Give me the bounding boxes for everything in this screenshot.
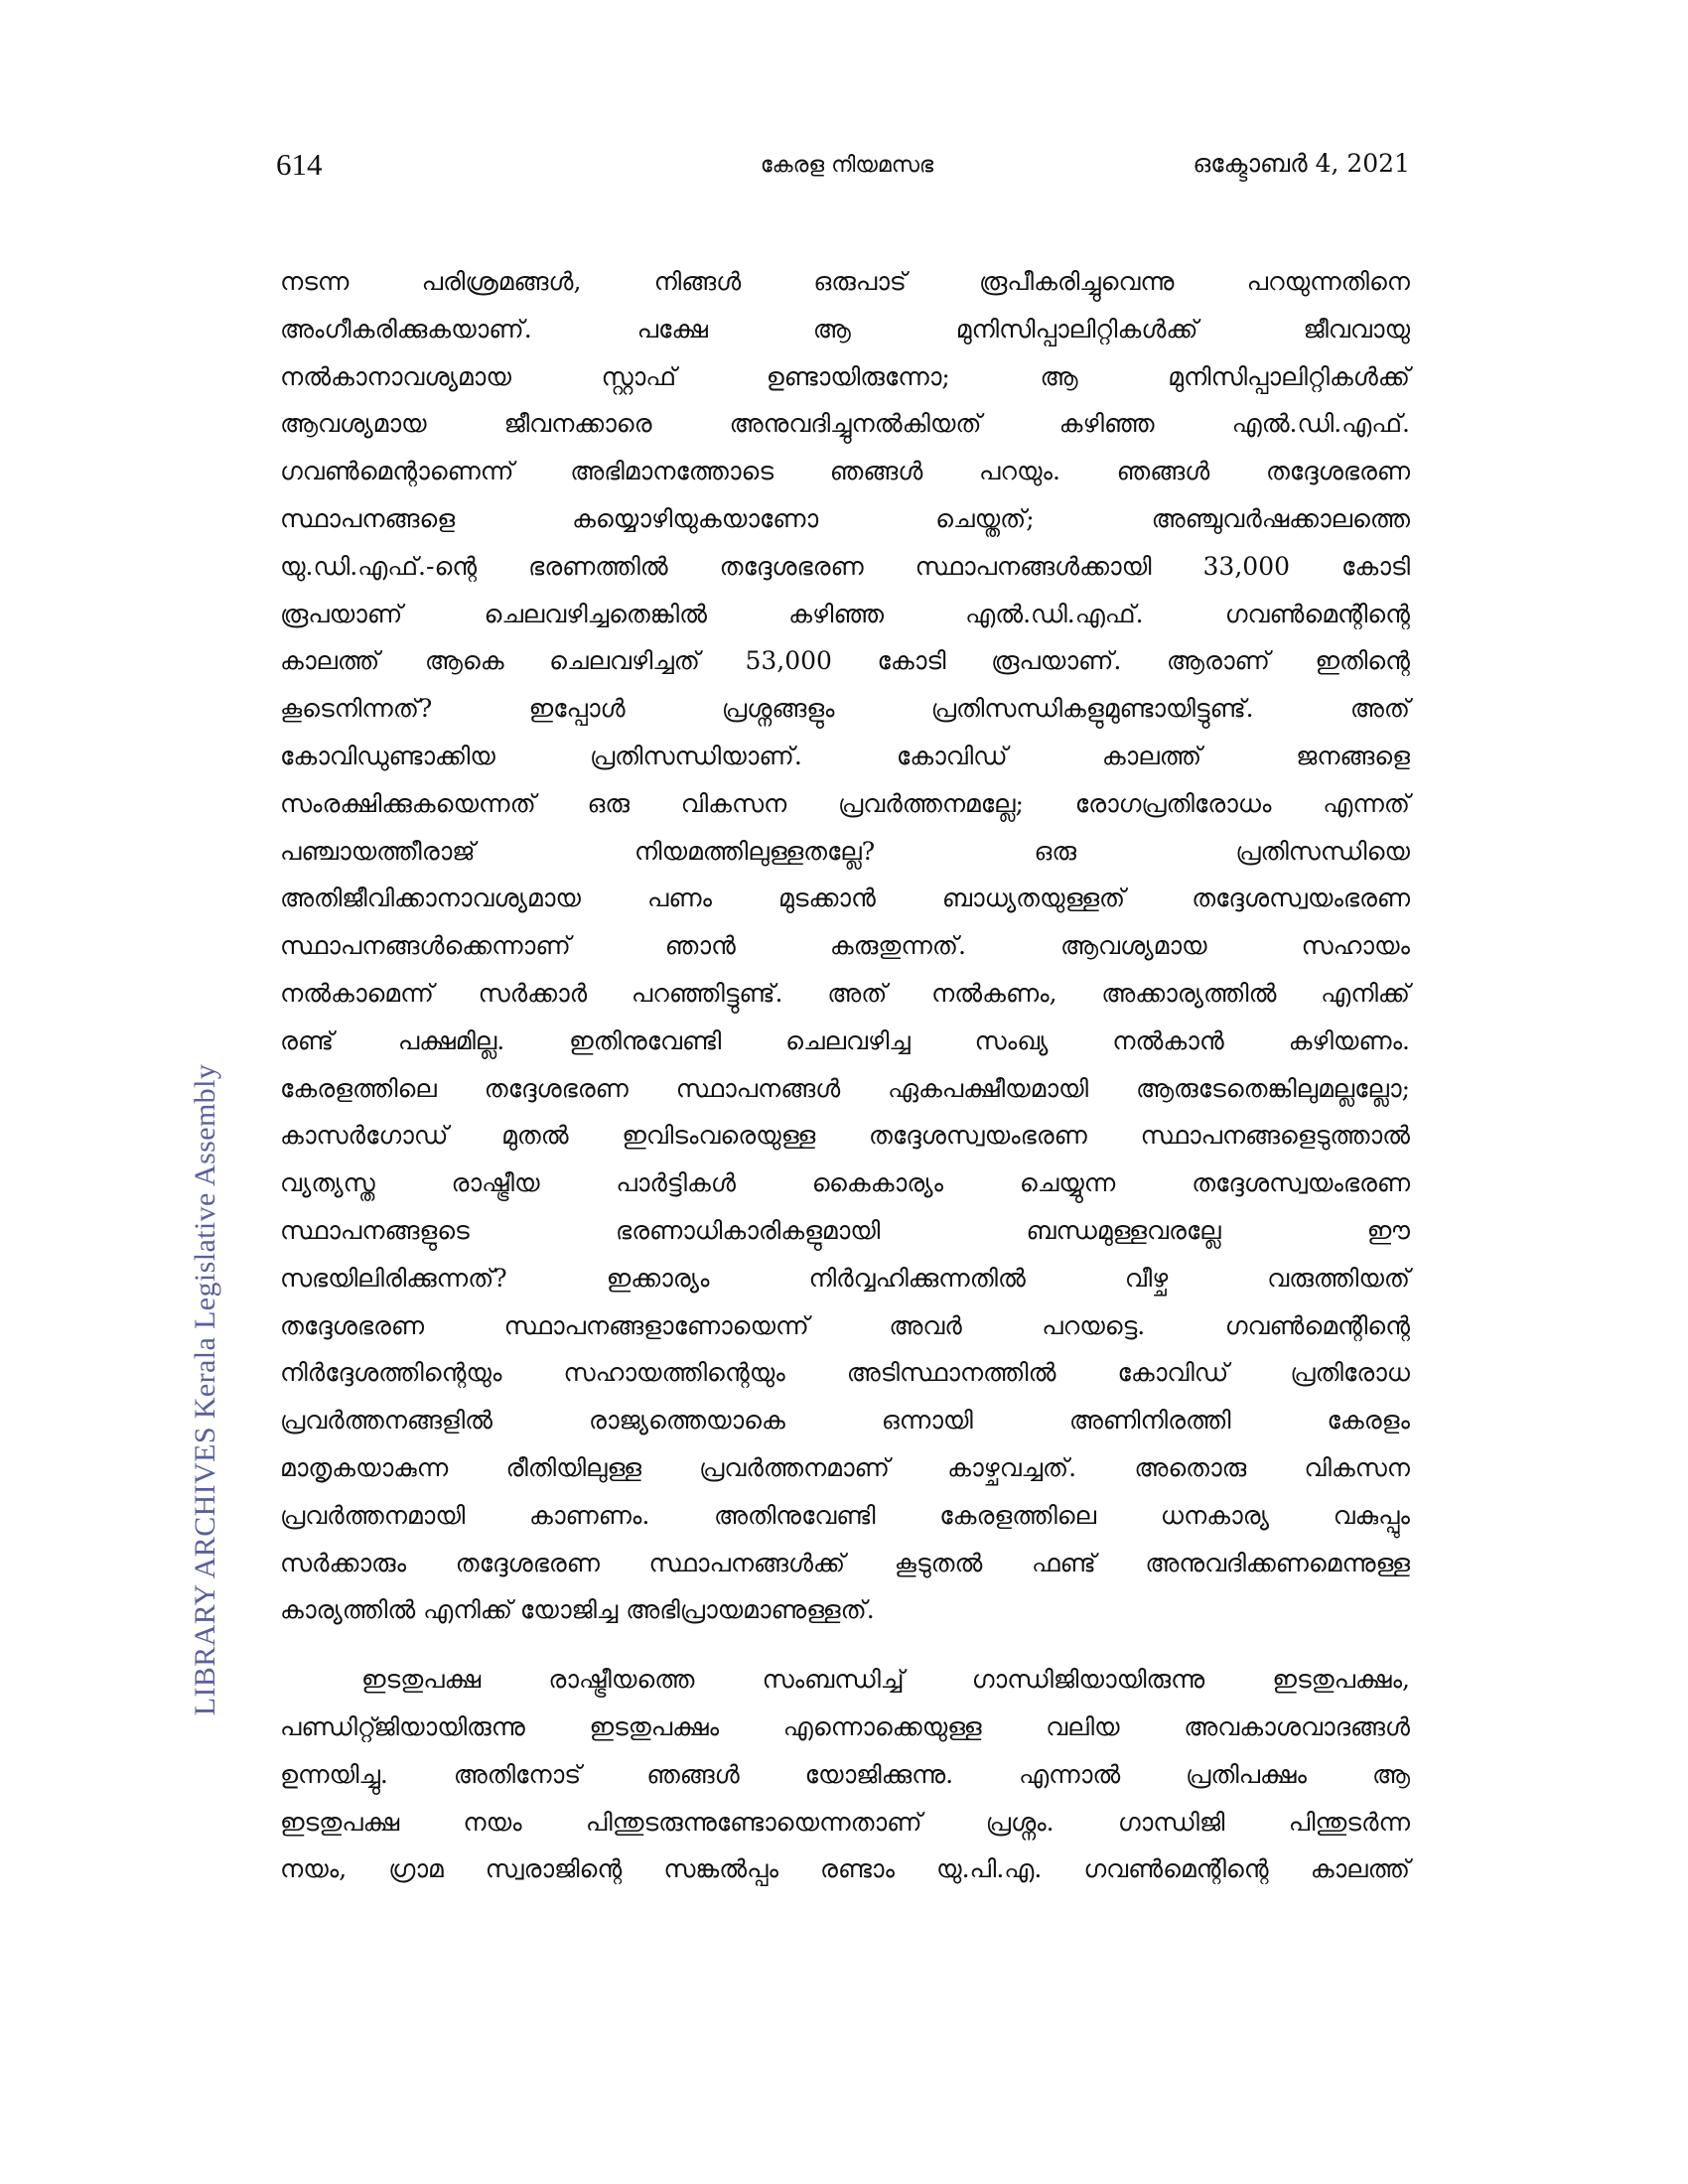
text-line: അംഗീകരിക്കുകയാണ്. പക്ഷേ ആ മുനിസിപ്പാലിറ്റികൾക്ക് ജീവവായു: [280, 314, 1410, 343]
text-line: രൂപയാണ് ചെലവഴിച്ചതെങ്കിൽ കഴിഞ്ഞ എൽ.ഡി.എഫ്. ഗവൺമെന്റിന്റെ: [280, 599, 1410, 628]
paragraph-1: [280, 258, 1410, 1634]
text-line: ഇടതുപക്ഷ രാഷ്ട്രീയത്തെ സംബന്ധിച്ച് ഗാന്ധിജിയായിരുന്നു ഇടതുപക്ഷം,: [361, 1665, 1410, 1695]
text-line: ഉന്നയിച്ചു. അതിനോട് ഞങ്ങൾ യോജിക്കുന്നു. എന്നാൽ പ്രതിപക്ഷം ആ: [280, 1759, 1410, 1789]
text-line: കാസർഗോഡ് മുതൽ ഇവിടംവരെയുള്ള തദ്ദേശസ്വയംഭരണ സ്ഥാപനങ്ങളെടുത്താൽ: [280, 1121, 1410, 1151]
text-line: തദ്ദേശഭരണ സ്ഥാപനങ്ങളാണോയെന്ന് അവർ പറയട്ടെ. ഗവൺമെന്റിന്റെ: [280, 1310, 1410, 1340]
text-line: ആവശ്യമായ ജീവനക്കാരെ അനുവദിച്ചുനൽകിയത് കഴിഞ്ഞ എൽ.ഡി.എഫ്.: [280, 409, 1410, 439]
text-line: പഞ്ചായത്തീരാജ് നിയമത്തിലുള്ളതല്ലേ? ഒരു പ്രതിസന്ധിയെ: [280, 836, 1410, 866]
text-line: നിർദ്ദേശത്തിന്റെയും സഹായത്തിന്റെയും അടിസ്ഥാനത്തിൽ കോവിഡ് പ്രതിരോധ: [280, 1358, 1410, 1388]
text-line: വ്യത്യസ്ത രാഷ്ട്രീയ പാർട്ടികൾ കൈകാര്യം ചെയ്യുന്ന തദ്ദേശസ്വയംഭരണ: [280, 1168, 1410, 1198]
page-number: 614: [276, 147, 323, 182]
text-line: സംരക്ഷിക്കുകയെന്നത് ഒരു വികസന പ്രവർത്തനമല്ലേ; രോഗപ്രതിരോധം എന്നത്: [280, 788, 1410, 818]
text-line: കൂടെനിന്നത്? ഇപ്പോൾ പ്രശ്നങ്ങളും പ്രതിസന്ധികളുമുണ്ടായിട്ടുണ്ട്. അത്: [280, 694, 1410, 724]
text-line: സ്ഥാപനങ്ങളെ കയ്യൊഴിയുകയാണോ ചെയ്തത്; അഞ്ചുവർഷക്കാലത്തെ: [280, 503, 1410, 533]
text-line: കാര്യത്തിൽ എനിക്ക് യോജിച്ച അഭിപ്രായമാണുള്ളത്.: [280, 1595, 875, 1625]
text-line: മാതൃകയാകുന്ന രീതിയിലുള്ള പ്രവർത്തനമാണ് കാഴ്ചവച്ചത്. അതൊരു വികസന: [280, 1452, 1410, 1482]
text-line: ഗവൺമെന്റാണെന്ന് അഭിമാനത്തോടെ ഞങ്ങൾ പറയും. ഞങ്ങൾ തദ്ദേശഭരണ: [280, 457, 1410, 486]
text-line: അതിജീവിക്കാനാവശ്യമായ പണം മുടക്കാൻ ബാധ്യതയുള്ളത് തദ്ദേശസ്വയംഭരണ: [280, 884, 1410, 913]
paragraph-2: [280, 1656, 1410, 1893]
assembly-name: കേരള നിയമസഭ: [760, 153, 934, 178]
text-line: നൽകാനാവശ്യമായ സ്റ്റാഫ് ഉണ്ടായിരുന്നോ; ആ മുനിസിപ്പാലിറ്റികൾക്ക്: [280, 361, 1410, 391]
text-line: പ്രവർത്തനമായി കാണണം. അതിനുവേണ്ടി കേരളത്തിലെ ധനകാര്യ വകുപ്പും: [280, 1500, 1410, 1530]
text-line: കാലത്ത് ആകെ ചെലവഴിച്ചത് 53,000 കോടി രൂപയാണ്. ആരാണ് ഇതിന്റെ: [280, 646, 1410, 676]
text-line: യു.ഡി.എഫ്.-ന്റെ ഭരണത്തിൽ തദ്ദേശഭരണ സ്ഥാപനങ്ങൾക്കായി 33,000 കോടി: [280, 551, 1410, 581]
text-line: നയം, ഗ്രാമ സ്വരാജിന്റെ സങ്കൽപ്പം രണ്ടാം യു.പി.എ. ഗവൺമെന്റിന്റെ കാലത്ത്: [280, 1854, 1410, 1884]
text-line: നൽകാമെന്ന് സർക്കാർ പറഞ്ഞിട്ടുണ്ട്. അത് നൽകണം, അക്കാര്യത്തിൽ എനിക്ക്: [280, 978, 1410, 1008]
page-date: ഒക്ടോബർ 4, 2021: [1193, 149, 1410, 178]
text-line: സ്ഥാപനങ്ങൾക്കെന്നാണ് ഞാൻ കരുതുന്നത്. ആവശ്യമായ സഹായം: [280, 931, 1410, 961]
body-text: [280, 258, 1410, 1893]
text-line: സ്ഥാപനങ്ങളുടെ ഭരണാധികാരികളുമായി ബന്ധമുള്ളവരല്ലേ ഈ: [280, 1215, 1410, 1245]
text-line: പണ്ഡിറ്റ്ജിയായിരുന്നു ഇടതുപക്ഷം എന്നൊക്കെയുള്ള വലിയ അവകാശവാദങ്ങൾ: [280, 1711, 1410, 1741]
text-line: പ്രവർത്തനങ്ങളിൽ രാജ്യത്തെയാകെ ഒന്നായി അണിനിരത്തി കേരളം: [280, 1406, 1410, 1435]
page-header: [276, 147, 1418, 197]
text-line: നടന്ന പരിശ്രമങ്ങൾ, നിങ്ങൾ ഒരുപാട് രൂപീകരിച്ചുവെന്നു പറയുന്നതിനെ: [280, 267, 1410, 296]
text-line: ഇടതുപക്ഷ നയം പിന്തുടരുന്നുണ്ടോയെന്നതാണ് പ്രശ്നം. ഗാന്ധിജി പിന്തുടർന്ന: [280, 1807, 1410, 1837]
library-archives-watermark: LIBRARY ARCHIVES Kerala Legislative Assembly: [189, 1063, 221, 1716]
text-line: കേരളത്തിലെ തദ്ദേശഭരണ സ്ഥാപനങ്ങൾ ഏകപക്ഷീയമായി ആരുടേതെങ്കിലുമല്ലല്ലോ;: [280, 1073, 1410, 1103]
text-line: സർക്കാരും തദ്ദേശഭരണ സ്ഥാപനങ്ങൾക്ക് കൂടുതൽ ഫണ്ട് അനുവദിക്കണമെന്നുള്ള: [280, 1548, 1410, 1577]
text-line: കോവിഡുണ്ടാക്കിയ പ്രതിസന്ധിയാണ്. കോവിഡ് കാലത്ത് ജനങ്ങളെ: [280, 741, 1410, 770]
text-line: സഭയിലിരിക്കുന്നത്? ഇക്കാര്യം നിർവ്വഹിക്കുന്നതിൽ വീഴ്ച വരുത്തിയത്: [280, 1263, 1410, 1293]
text-line: രണ്ട് പക്ഷമില്ല. ഇതിനുവേണ്ടി ചെലവഴിച്ച സംഖ്യ നൽകാൻ കഴിയണം.: [280, 1025, 1410, 1055]
